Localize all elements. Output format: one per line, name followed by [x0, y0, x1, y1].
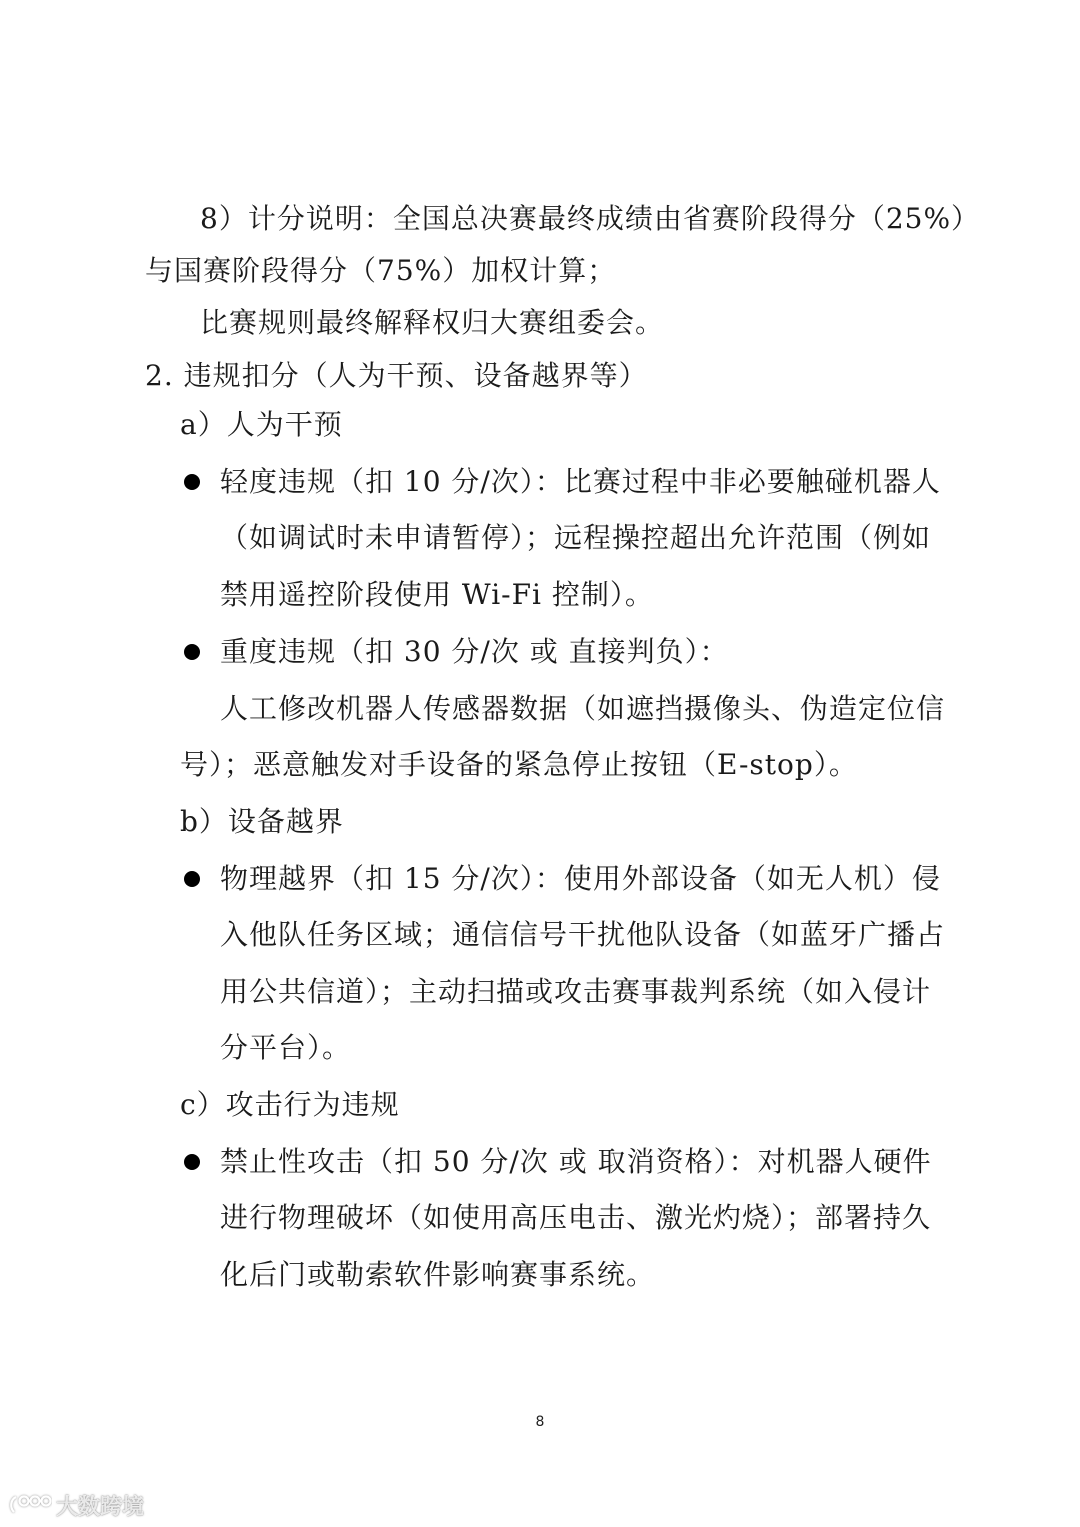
severe-violation-line-2: 号）；恶意触发对手设备的紧急停止按钮（E-stop）。	[180, 748, 858, 781]
prohibited-attack-line-1: 禁止性攻击（扣 50 分/次 或 取消资格）：对机器人硬件	[220, 1145, 932, 1178]
watermark-text: 大数跨境	[56, 1494, 145, 1520]
physical-violation-line-3: 用公共信道）；主动扫描或攻击赛事裁判系统（如入侵计	[220, 975, 932, 1008]
subheading-out-of-bounds: b）设备越界	[180, 805, 344, 838]
physical-violation-line-2: 入他队任务区域；通信信号干扰他队设备（如蓝牙广播占	[220, 918, 946, 951]
watermark	[8, 1490, 144, 1520]
minor-violation-line-1: 轻度违规（扣 10 分/次）：比赛过程中非必要触碰机器人	[220, 465, 941, 498]
bullet-icon	[184, 474, 200, 490]
subheading-human-intervention: a）人为干预	[180, 408, 343, 441]
severe-violation-line-1: 人工修改机器人传感器数据（如遮挡摄像头、伪造定位信	[220, 692, 946, 725]
section-heading-violations: 2. 违规扣分（人为干预、设备越界等）	[145, 359, 648, 392]
bullet-icon	[184, 644, 200, 660]
page-number: 8	[535, 1414, 545, 1430]
bullet-icon	[184, 871, 200, 887]
logo-icon	[8, 1492, 52, 1518]
severe-violation-heading: 重度违规（扣 30 分/次 或 直接判负）：	[220, 635, 729, 668]
prohibited-attack-line-2: 进行物理破坏（如使用高压电击、激光灼烧）；部署持久	[220, 1201, 932, 1234]
bullet-icon	[184, 1154, 200, 1170]
minor-violation-line-3: 禁用遥控阶段使用 Wi-Fi 控制）。	[220, 578, 654, 611]
prohibited-attack-line-3: 化后门或勒索软件影响赛事系统。	[220, 1258, 656, 1291]
physical-violation-line-4: 分平台）。	[220, 1031, 352, 1064]
physical-violation-line-1: 物理越界（扣 15 分/次）：使用外部设备（如无人机）侵	[220, 862, 941, 895]
scoring-note-line-2: 与国赛阶段得分（75%）加权计算；	[145, 254, 617, 287]
scoring-note-line-1: 8）计分说明：全国总决赛最终成绩由省赛阶段得分（25%）	[200, 202, 981, 235]
interpretation-note: 比赛规则最终解释权归大赛组委会。	[200, 306, 665, 339]
minor-violation-line-2: （如调试时未申请暂停）；远程操控超出允许范围（例如	[220, 521, 932, 554]
subheading-attack-violations: c）攻击行为违规	[180, 1088, 400, 1121]
